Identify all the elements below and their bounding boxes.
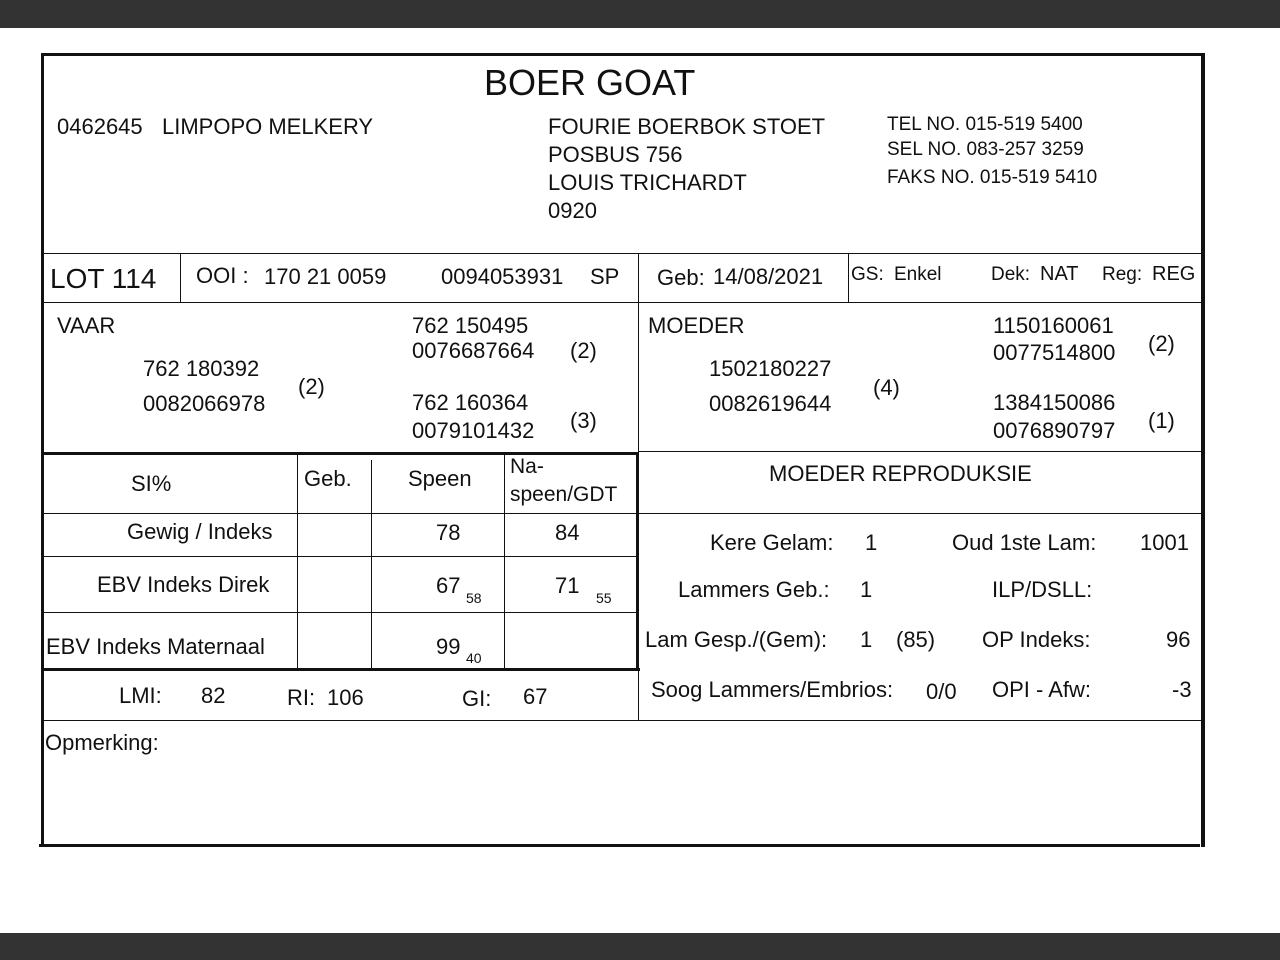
row-gewig-speen: 78 [436, 520, 461, 545]
vaar-sire-count: (2) [570, 338, 597, 363]
moeder-sire-count: (2) [1148, 331, 1175, 356]
address-line-3: LOUIS TRICHARDT [548, 170, 747, 195]
vaar-dam-count: (3) [570, 408, 597, 433]
rule-lot-divider [180, 253, 181, 302]
moeder-dam-id-1: 1384150086 [993, 390, 1116, 415]
geb-label: Geb: [657, 265, 705, 290]
rule-lot [44, 302, 1201, 303]
frame-right [1201, 53, 1205, 847]
rule-si-col1 [297, 455, 298, 668]
row-maternaal-speen: 99 [436, 634, 461, 659]
ri-label: RI: [287, 685, 316, 710]
lammers-value: 1 [860, 577, 873, 602]
moeder-sire-id-2: 0077514800 [993, 340, 1116, 365]
moeder-dam-id-2: 0076890797 [993, 418, 1116, 443]
contact-sel: SEL NO. 083-257 3259 [887, 139, 1084, 160]
rule-si-row1 [44, 556, 638, 557]
vaar-dam-id-1: 762 160364 [412, 390, 529, 415]
oud-label: Oud 1ste Lam: [952, 530, 1097, 555]
vaar-label: VAAR [57, 313, 116, 338]
dek-value: NAT [1040, 263, 1079, 285]
vaar-id-1: 762 180392 [143, 356, 260, 381]
row-maternaal-speen-sub: 40 [466, 650, 482, 666]
vaar-sire-id-2: 0076687664 [412, 338, 535, 363]
ri-value: 106 [327, 685, 364, 710]
ilp-label: ILP/DSLL: [992, 577, 1093, 602]
lot-label: LOT 114 [50, 263, 157, 294]
kere-value: 1 [865, 530, 878, 555]
frame-left [41, 53, 44, 847]
op-label: OP Indeks: [982, 627, 1091, 652]
reg-value: REG [1152, 263, 1196, 285]
frame-top [41, 53, 1204, 56]
gi-value: 67 [523, 684, 548, 709]
kere-label: Kere Gelam: [710, 530, 834, 555]
rule-si-bottom [44, 668, 640, 671]
ooi-id-number: 0094053931 [441, 264, 564, 289]
bottom-bar [0, 933, 1280, 960]
moeder-label: MOEDER [648, 313, 745, 338]
rule-header [44, 253, 1201, 254]
gesp-gem: (85) [896, 627, 936, 652]
ooi-label: OOI : [196, 263, 249, 288]
row-direk-speen: 67 [436, 573, 461, 598]
address-line-2: POSBUS 756 [548, 142, 683, 167]
lmi-label: LMI: [119, 683, 162, 708]
dek-label: Dek: [991, 264, 1031, 285]
row-direk-naspeen: 71 [555, 573, 580, 598]
rule-si-col3 [504, 455, 505, 668]
naspeen-header-2: speen/GDT [510, 483, 618, 506]
moeder-count: (4) [873, 375, 900, 400]
row-direk-speen-sub: 58 [466, 590, 482, 606]
rule-si-right [636, 452, 639, 671]
si-header: SI% [131, 471, 172, 496]
vaar-count: (2) [298, 374, 325, 399]
address-line-4: 0920 [548, 198, 597, 223]
lmi-value: 82 [201, 683, 226, 708]
rule-si-row2 [44, 612, 638, 613]
vaar-id-2: 0082066978 [143, 391, 266, 416]
gs-label: GS: [851, 264, 884, 285]
opi-value: -3 [1172, 677, 1192, 702]
op-value: 96 [1166, 627, 1191, 652]
moeder-dam-count: (1) [1148, 408, 1175, 433]
speen-header: Speen [408, 466, 472, 491]
contact-faks: FAKS NO. 015-519 5410 [887, 167, 1098, 188]
gi-label: GI: [462, 686, 492, 711]
lot-code: 0462645 [57, 114, 143, 139]
opi-label: OPI - Afw: [992, 677, 1092, 702]
rule-indices [44, 720, 1201, 721]
lammers-label: Lammers Geb.: [678, 577, 830, 602]
moeder-sire-id-1: 1150160061 [993, 313, 1114, 338]
geb-date: 14/08/2021 [713, 264, 824, 289]
soog-value: 0/0 [926, 679, 957, 704]
naspeen-header-1: Na- [510, 455, 544, 478]
top-bar [0, 0, 1280, 28]
rule-si-head [44, 513, 1201, 514]
row-direk-naspeen-sub: 55 [596, 590, 612, 606]
reg-label: Reg: [1102, 264, 1143, 285]
soog-label: Soog Lammers/Embrios: [651, 677, 894, 702]
gesp-label: Lam Gesp./(Gem): [645, 627, 828, 652]
address-line-1: FOURIE BOERBOK STOET [548, 114, 826, 139]
frame-bottom [39, 844, 1200, 847]
ooi-number: 170 21 0059 [264, 264, 387, 289]
gs-value: Enkel [894, 264, 942, 285]
rule-pedigree-left [44, 452, 639, 455]
owner-name: LIMPOPO MELKERY [162, 114, 374, 139]
gesp-value: 1 [860, 627, 873, 652]
moeder-id-2: 0082619644 [709, 391, 832, 416]
vaar-dam-id-2: 0079101432 [412, 418, 535, 443]
row-maternaal-label: EBV Indeks Maternaal [46, 634, 265, 659]
vaar-sire-id-1: 762 150495 [412, 313, 529, 338]
row-direk-label: EBV Indeks Direk [97, 572, 270, 597]
row-gewig-label: Gewig / Indeks [127, 519, 273, 544]
rule-gs-divider [848, 253, 849, 302]
geb-header: Geb. [304, 466, 352, 491]
reproduksie-title: MOEDER REPRODUKSIE [769, 461, 1032, 486]
row-gewig-naspeen: 84 [555, 520, 580, 545]
rule-pedigree-right [639, 451, 1201, 452]
card-title: BOER GOAT [484, 62, 696, 103]
oud-value: 1001 [1140, 530, 1189, 555]
rule-si-col2 [371, 460, 372, 668]
moeder-id-1: 1502180227 [709, 356, 832, 381]
remarks-label: Opmerking: [45, 730, 159, 755]
contact-tel: TEL NO. 015-519 5400 [887, 114, 1083, 135]
sp-label: SP [590, 264, 620, 289]
